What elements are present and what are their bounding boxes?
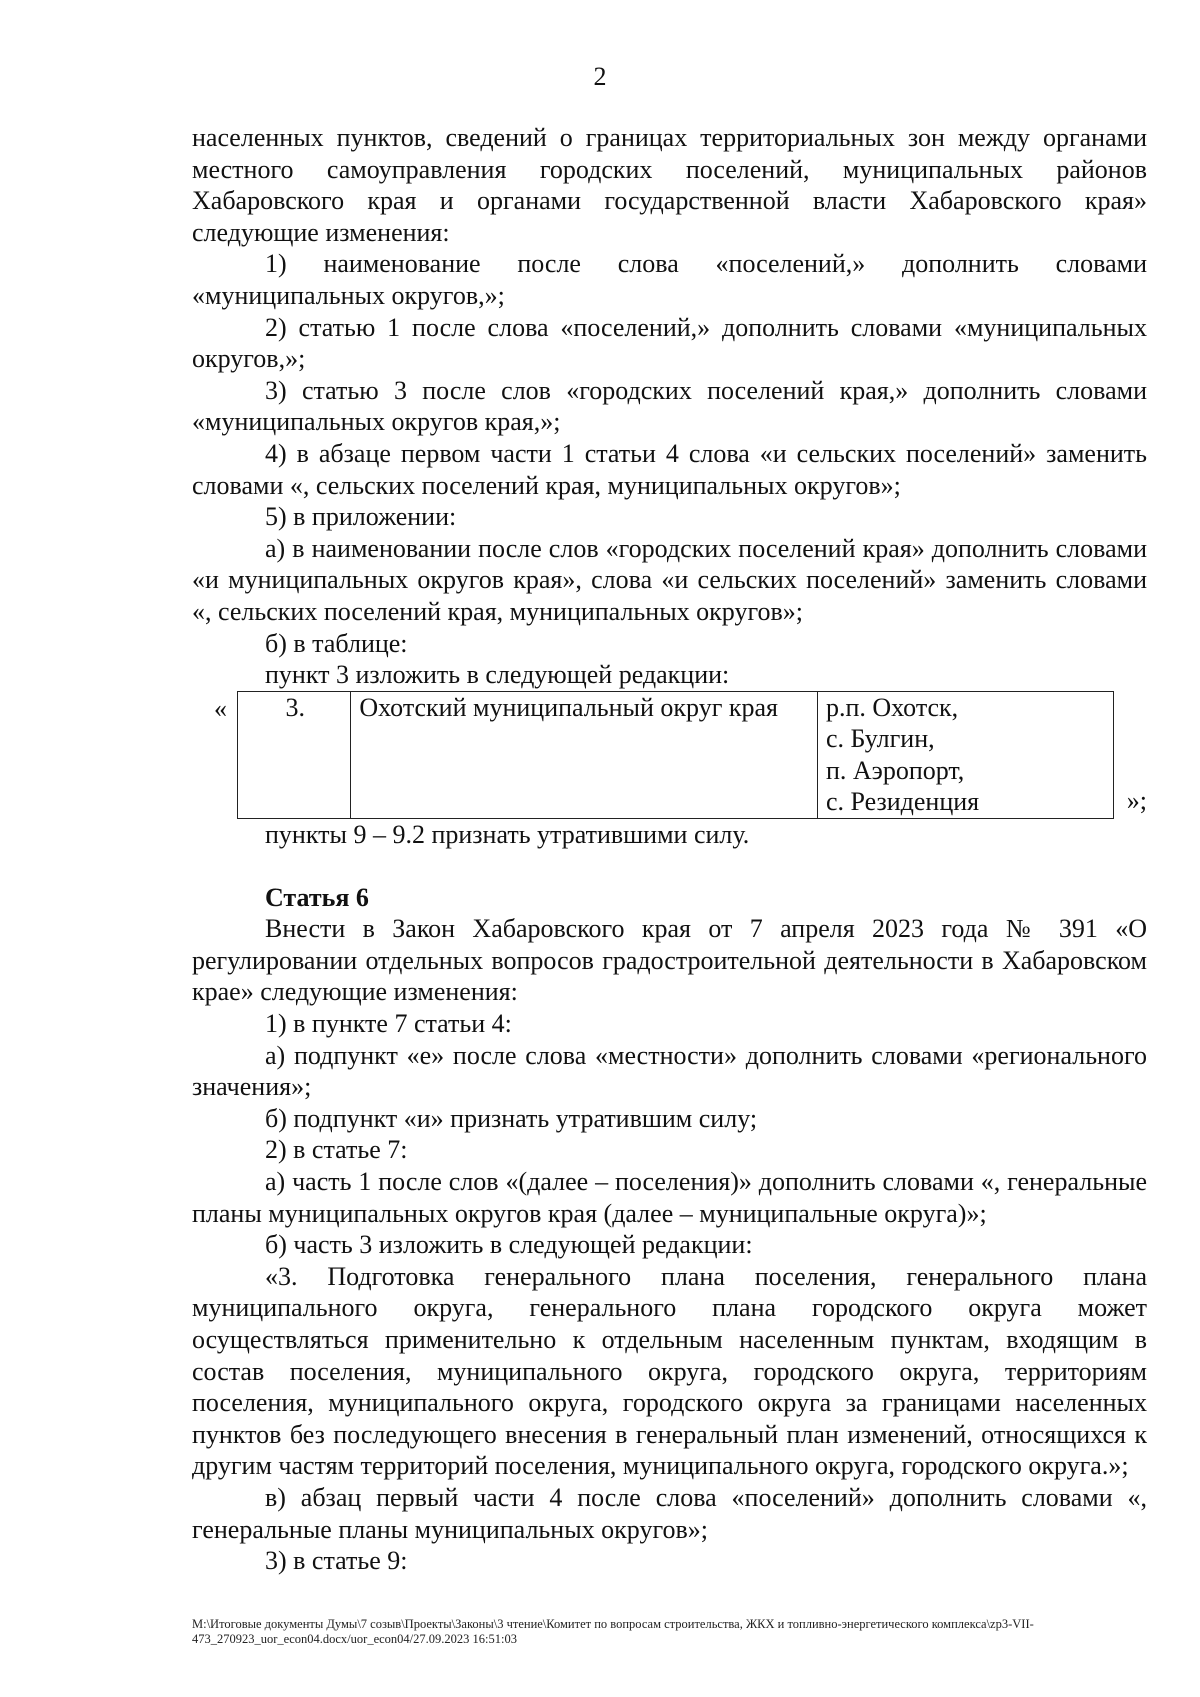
paragraph: 1) в пункте 7 статьи 4:: [265, 1009, 512, 1039]
table-row: [238, 691, 1114, 818]
paragraph: 1) наименование после слова «поселений,» дополнить словами «муниципальных округов,»;: [192, 249, 1147, 310]
paragraph: пункт 3 изложить в следующей редакции:: [265, 660, 730, 690]
paragraph: 3) статью 3 после слов «городских поселений края,» дополнить словами «муниципальных округов края,»;: [192, 375, 1147, 437]
paragraph-group: [192, 913, 1147, 1576]
file-path-footer: M:\Итоговые документы Думы\7 созыв\Проекты\Законы\3 чтение\Комитет по вопросам строительства, ЖКХ и топливно-энергетического комплекса\zp3-VII-473_270923_uor_econ04.docx/uor_econ04/27.09.2023 16:51:03: [192, 1617, 1034, 1646]
paragraph-group: [192, 819, 1147, 851]
document-body: [192, 122, 1147, 1577]
table-close-quote: »;: [1126, 786, 1147, 816]
settlement-item: с. Булгин,: [825, 724, 935, 754]
amendment-table-wrap: [192, 691, 1147, 819]
article-heading: Статья 6: [265, 882, 369, 912]
settlement-item: р.п. Охотск,: [825, 692, 959, 722]
spacer: [192, 851, 1147, 882]
paragraph: а) часть 1 после слов «(далее – поселения)» дополнить словами «, генеральные планы муниципальных округов края (далее – муниципальные округа)»;: [192, 1167, 1147, 1228]
paragraph: а) подпункт «е» после слова «местности» дополнить словами «регионального значения»;: [192, 1040, 1147, 1102]
paragraph: а) в наименовании после слов «городских поселений края» дополнить словами «и муниципальных округов края», слова «и сельских поселений» заменить словами «, сельских поселений края, муниципальных округов»;: [192, 533, 1147, 626]
amendment-table: [237, 691, 1114, 819]
paragraph: 3) в статье 9:: [265, 1546, 408, 1576]
paragraph: в) абзац первый части 4 после слова «поселений» дополнить словами «, генеральные планы муниципальных округов»;: [192, 1482, 1147, 1544]
table-cell-settlements: [817, 691, 1113, 818]
table-open-quote: «: [214, 693, 227, 723]
paragraph-group: [192, 122, 1147, 691]
table-cell-name: Охотский муниципальный округ края: [351, 691, 818, 818]
paragraph: б) часть 3 изложить в следующей редакции:: [265, 1230, 753, 1260]
page-number: 2: [593, 62, 607, 91]
settlement-item: п. Аэропорт,: [825, 755, 965, 785]
paragraph: б) подпункт «и» признать утратившим силу;: [265, 1103, 758, 1133]
paragraph: «3. Подготовка генерального плана поселения, генерального плана муниципального округа, генерального плана городского округа может осуществляться применительно к отдельным населенным пунктам, входящим в состав поселения, муниципального округа, городского округа, территориям поселения, муниципального округа, городского округа за границами населенных пунктов без последующего внесения в генеральный план изменений, относящихся к другим частям территорий поселения, муниципального округа, городского округа.»;: [192, 1261, 1147, 1481]
paragraph: 2) статью 1 после слова «поселений,» дополнить словами «муниципальных округов,»;: [192, 312, 1147, 374]
table-cell-number: 3.: [238, 691, 351, 818]
settlement-item: с. Резиденция: [825, 787, 980, 817]
paragraph: 5) в приложении:: [265, 502, 457, 532]
paragraph: населенных пунктов, сведений о границах территориальных зон между органами местного самоуправления городских поселений, муниципальных районов Хабаровского края и органами государственной власти Хабаровского края» следующие изменения:: [192, 123, 1147, 247]
paragraph: 4) в абзаце первом части 1 статьи 4 слова «и сельских поселений» заменить словами «, сельских поселений края, муниципальных округов»;: [192, 438, 1147, 500]
paragraph: пункты 9 – 9.2 признать утратившими силу.: [265, 820, 750, 850]
paragraph: Внести в Закон Хабаровского края от 7 апреля 2023 года № 391 «О регулировании отдельных вопросов градостроительной деятельности в Хабаровском крае» следующие изменения:: [192, 914, 1147, 1007]
paragraph: б) в таблице:: [265, 628, 408, 658]
paragraph: 2) в статье 7:: [265, 1135, 408, 1165]
